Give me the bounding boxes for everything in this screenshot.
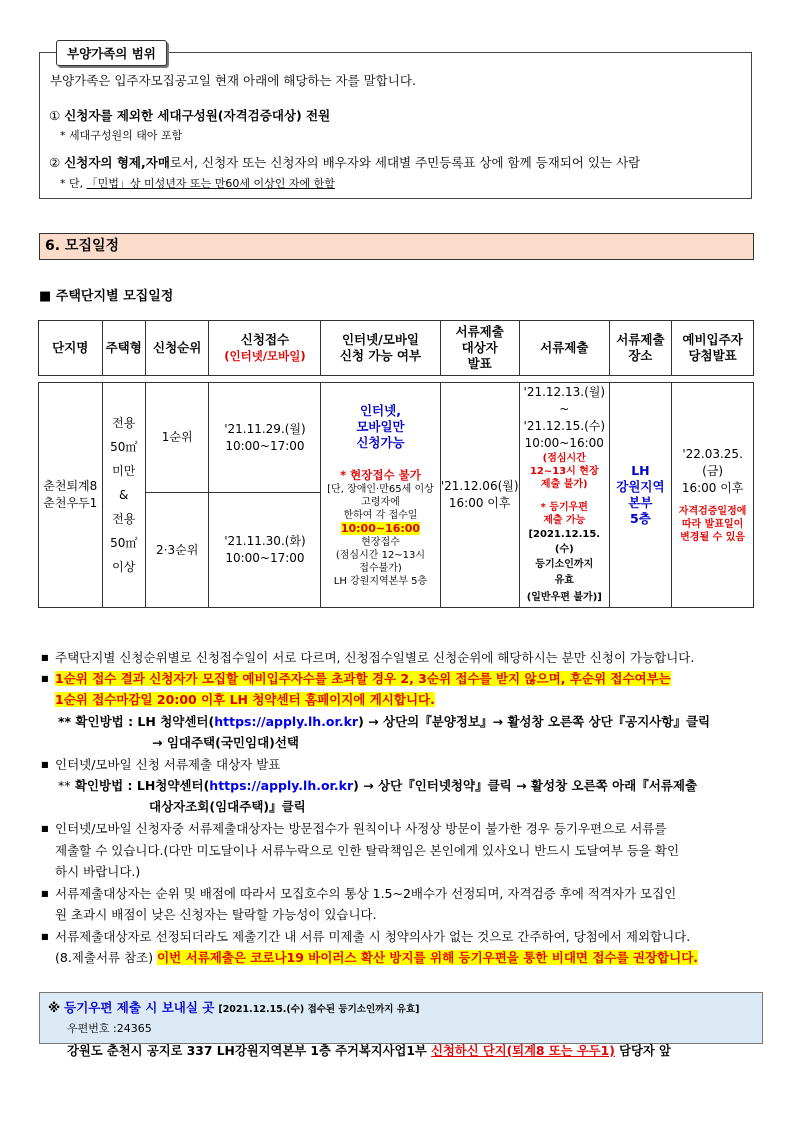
dependents-intro: 부양가족은 입주자모집공고일 현재 아래에 해당하는 자를 말합니다.: [50, 73, 416, 88]
mail-6: (일반우편 불가)]: [526, 592, 602, 603]
submit-time: 10:00~16:00: [524, 436, 604, 450]
mail-3: [2021.12.15.(수): [528, 529, 601, 555]
cell-complex: [39, 383, 103, 608]
cell-rank-2: 2·3순위: [145, 493, 209, 608]
section-6-header: 6. 모집일정: [39, 233, 754, 260]
note-6b-pre: (8.제출서류 참조): [55, 950, 158, 965]
header-target-3: 발표: [467, 356, 492, 371]
type-line: 50㎡: [110, 536, 138, 550]
cell-rank-1: 1순위: [145, 383, 209, 493]
mail-address-pre: 강원도 춘천시 공지로 337 LH강원지역본부 1층 주거복지사업1부: [67, 1044, 432, 1058]
onsite-ex-2: 고령자에: [361, 496, 400, 508]
item-2-bold: 신청자의 형제,자매: [64, 155, 170, 170]
submit-lunch-2: 12~13시 현장: [529, 466, 599, 477]
note-2: [55, 669, 671, 689]
mail-title: 등기우편 제출 시 보내실 곳: [64, 1000, 215, 1015]
note-2c-pre: ** 확인방법 : LH 청약센터(: [58, 714, 215, 729]
note-1: 주택단지별 신청순위별로 신청접수일이 서로 다르며, 신청접수일별로 신청순위에 해당하시는 분만 신청이 가능합니다.: [55, 650, 695, 665]
onsite-ex-7: LH 강원지역본부 5층: [333, 575, 428, 587]
place-4: 5층: [630, 511, 651, 526]
note-2c: [58, 712, 710, 732]
item-2-number: ②: [49, 155, 61, 170]
type-line: 미만: [112, 464, 136, 478]
header-online-2: 신청 가능 여부: [339, 348, 422, 363]
apply-link[interactable]: https://apply.lh.or.kr: [214, 714, 359, 729]
complex-name-2: 춘천우두1: [43, 496, 98, 510]
schedule-table: [38, 320, 754, 608]
onsite-ex-5: (점심시간 12~13시: [335, 549, 426, 561]
place-2: 강원지역: [616, 479, 665, 494]
cell-apply-2: [209, 493, 321, 608]
item-2-note-underlined: 「민법」상 미성년자 또는 만60세 이상인 자에 한함: [86, 177, 335, 190]
note-3a-star: **: [58, 778, 71, 793]
note-4b: 제출할 수 있습니다.(다만 미도달이나 서류누락으로 인한 탈락책임은 본인에게 있사오니 반드시 도달여부 등을 확인: [55, 843, 680, 858]
apply-2-date: '21.11.30.(화): [224, 534, 306, 548]
cell-type: [102, 383, 145, 608]
item-2-note: [60, 177, 335, 191]
onsite-ex-4: 현장접수: [361, 536, 400, 548]
submit-lunch-1: (점심시간: [542, 453, 586, 464]
bullet-square: ■: [41, 653, 49, 662]
note-2d: → 임대주택(국민임대)선택: [152, 735, 300, 750]
item-2-note-prefix: * 단,: [60, 177, 87, 190]
bullet-square: ■: [41, 824, 49, 833]
table-gap-row: [39, 376, 754, 383]
note-2c-post: ) → 상단의『분양정보』→ 활성창 오른쪽 상단『공지사항』클릭: [358, 714, 711, 729]
cell-online: [321, 383, 440, 608]
complex-name-1: 춘천퇴계8: [43, 479, 98, 493]
item-1-text: 신청자를 제외한 세대구성원(자격검증대상) 전원: [64, 108, 331, 123]
type-line: 이상: [112, 560, 136, 574]
header-winner-2: 당첨발표: [688, 348, 737, 363]
item-1-note: * 세대구성원의 태아 포함: [60, 129, 183, 142]
note-6b-highlight: 이번 서류제출은 코로나19 바이러스 확산 방지를 위해 등기우편을 통한 비대면 접수를 권장합니다.: [157, 950, 699, 965]
note-3: 인터넷/모바일 신청 서류제출 대상자 발표: [55, 757, 281, 772]
dependents-item-2: [49, 155, 640, 171]
apply-1-time: 10:00~17:00: [225, 438, 305, 453]
note-2b: 1순위 접수마감일 20:00 이후 LH 청약센터 홈페이지에 게시합니다.: [55, 692, 435, 707]
header-apply: [209, 321, 321, 376]
note-5b: 원 초과시 배점이 낮은 신청자는 탈락할 가능성이 있습니다.: [55, 907, 377, 922]
mail-address: [67, 1043, 671, 1059]
winner-note-2: 따라 발표일이: [681, 519, 744, 530]
online-only-1: 인터넷,: [359, 402, 401, 418]
cell-apply-1: [209, 383, 321, 493]
submit-lunch-3: 제출 불가): [540, 479, 588, 490]
header-target: [440, 321, 519, 376]
bullet-square: ■: [41, 889, 49, 898]
bullet-square: ■: [41, 932, 49, 941]
onsite-time: 10:00~16:00: [340, 521, 421, 535]
mail-postal: 우편번호 :24365: [67, 1022, 152, 1035]
note-6b: [55, 948, 698, 968]
mail-title-note: [2021.12.15.(수) 접수된 등기소인까지 유효]: [218, 1004, 420, 1015]
header-online: [321, 321, 440, 376]
onsite-not-allowed: * 현장접수 불가: [340, 467, 421, 482]
header-rank: 신청순위: [145, 321, 209, 376]
note-2b-wrap: [55, 690, 435, 710]
schedule-subheading: ■ 주택단지별 모집일정: [39, 289, 174, 304]
cell-target: [440, 383, 519, 608]
note-2a: 1순위 접수 결과 신청자가 모집할 예비입주자수를 초과할 경우 2, 3순위 접수를 받지 않으며, 후순위 접수여부는: [55, 671, 671, 686]
header-place: [609, 321, 672, 376]
note-6a: 서류제출대상자로 선정되더라도 제출기간 내 서류 미제출 시 청약의사가 없는 것으로 간주하여, 당첨에서 제외합니다.: [55, 929, 691, 944]
cell-winner: [672, 383, 754, 608]
winner-time: 16:00 이후: [681, 481, 744, 495]
header-target-1: 서류제출: [455, 324, 504, 339]
note-4a: 인터넷/모바일 신청자중 서류제출대상자는 방문접수가 원칙이나 사정상 방문이 불가한 경우 등기우편으로 서류를: [55, 821, 667, 836]
mail-address-post: 담당자 앞: [614, 1044, 671, 1058]
type-line: 전용: [112, 416, 136, 430]
mail-4: 등기소인까지: [535, 559, 594, 570]
onsite-ex-3: 한하여 각 접수일: [343, 509, 418, 521]
item-2-rest: 로서, 신청자 또는 신청자의 배우자와 세대별 주민등록표 상에 함께 등재되어 있는 사람: [169, 155, 641, 170]
header-type: 주택형: [102, 321, 145, 376]
header-target-2: 대상자: [461, 340, 498, 355]
online-only-3: 신청가능: [356, 434, 405, 450]
winner-date: '22.03.25.: [682, 447, 743, 461]
onsite-ex-1: [단, 장애인·만65세 이상: [327, 483, 434, 495]
bullet-square: ■: [41, 674, 49, 683]
type-line: 전용: [112, 512, 136, 526]
note-4c: 하시 바랍니다.): [55, 864, 141, 879]
cell-place: [609, 383, 672, 608]
winner-day: (금): [702, 464, 724, 478]
mail-title-line: [48, 1000, 419, 1018]
header-apply-sub: (인터넷/모바일): [224, 349, 306, 363]
apply-1-date: '21.11.29.(월): [224, 421, 306, 436]
onsite-time-wrap: [321, 522, 439, 536]
header-place-2: 장소: [628, 348, 653, 363]
cell-submit: [519, 383, 609, 608]
mail-address-red: 신청하신 단지(퇴계8 또는 우두1): [431, 1044, 615, 1058]
onsite-ex-6: 접수불가): [359, 562, 402, 574]
header-submit: 서류제출: [519, 321, 609, 376]
target-date: '21.12.06(월): [440, 479, 519, 493]
apply-2-time: 10:00~17:00: [225, 551, 305, 565]
place-3: 본부: [628, 495, 653, 510]
header-winner: [672, 321, 754, 376]
mail-mark: ※: [48, 1000, 61, 1015]
dependents-item-1: [49, 108, 330, 124]
mail-2: 제출 가능: [543, 515, 586, 526]
place-1: LH: [631, 463, 650, 478]
mail-5: 유효: [554, 575, 574, 586]
header-place-1: 서류제출: [616, 332, 665, 347]
apply-link[interactable]: https://apply.lh.or.kr: [209, 778, 354, 793]
header-winner-1: 예비입주자: [682, 332, 743, 347]
table-row: [39, 383, 754, 493]
dependents-title: 부양가족의 범위: [56, 40, 167, 66]
winner-note-3: 변경될 수 있음: [680, 532, 746, 543]
bullet-square: ■: [41, 760, 49, 769]
submit-end: '21.12.15.(수): [523, 419, 606, 433]
type-line: &: [119, 488, 129, 502]
note-3a-post: ) → 상단『인터넷청약』클릭 → 활성창 오른쪽 아래『서류제출: [353, 778, 698, 793]
item-1-number: ①: [49, 108, 61, 123]
note-3a: [58, 776, 697, 796]
table-header-row: [39, 321, 754, 376]
mail-1: * 등기우편: [540, 502, 588, 513]
header-apply-label: 신청접수: [240, 332, 290, 347]
header-online-1: 인터넷/모바일: [341, 332, 419, 347]
note-5a: 서류제출대상자는 순위 및 배점에 따라서 모집호수의 통상 1.5~2배수가 선정되며, 자격검증 후에 적격자가 모집인: [55, 886, 677, 901]
header-complex: 단지명: [39, 321, 103, 376]
online-only-2: 모바일만: [356, 418, 405, 434]
note-3a-pre: 확인방법 : LH청약센터(: [70, 778, 210, 793]
winner-note-1: 자격검증일정에: [678, 506, 747, 517]
submit-tilde: ~: [559, 402, 570, 416]
submit-start: '21.12.13.(월): [523, 385, 606, 399]
type-line: 50㎡: [110, 440, 138, 454]
note-3b: 대상자조회(임대주택)』클릭: [149, 799, 306, 814]
target-time: 16:00 이후: [448, 496, 511, 510]
